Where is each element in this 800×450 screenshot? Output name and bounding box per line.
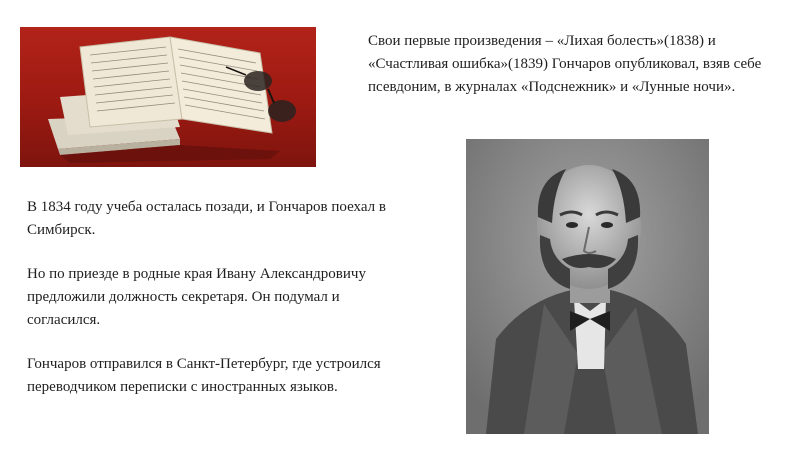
paragraph-secretary: Но по приезде в родные края Ивану Александровичу предложили должность секретаря. Он подумал и согласился.	[27, 266, 366, 328]
paragraph-petersburg: Гончаров отправился в Санкт-Петербург, где устроился переводчиком переписки с иностранных языков.	[27, 356, 381, 395]
notebooks-illustration	[20, 27, 316, 167]
paragraph-simbirsk: В 1834 году учеба осталась позади, и Гончаров поехал в Симбирск.	[27, 199, 386, 238]
top-paragraph: Свои первые произведения – «Лихая болесть»(1838) и «Счастливая ошибка»(1839) Гончаров опубликовал, взяв себе псевдоним, в журналах «Подснежник» и «Лунные ночи».	[368, 33, 762, 95]
notebooks-photo	[20, 27, 316, 167]
portrait-photo	[466, 139, 709, 434]
portrait-illustration	[466, 139, 709, 434]
